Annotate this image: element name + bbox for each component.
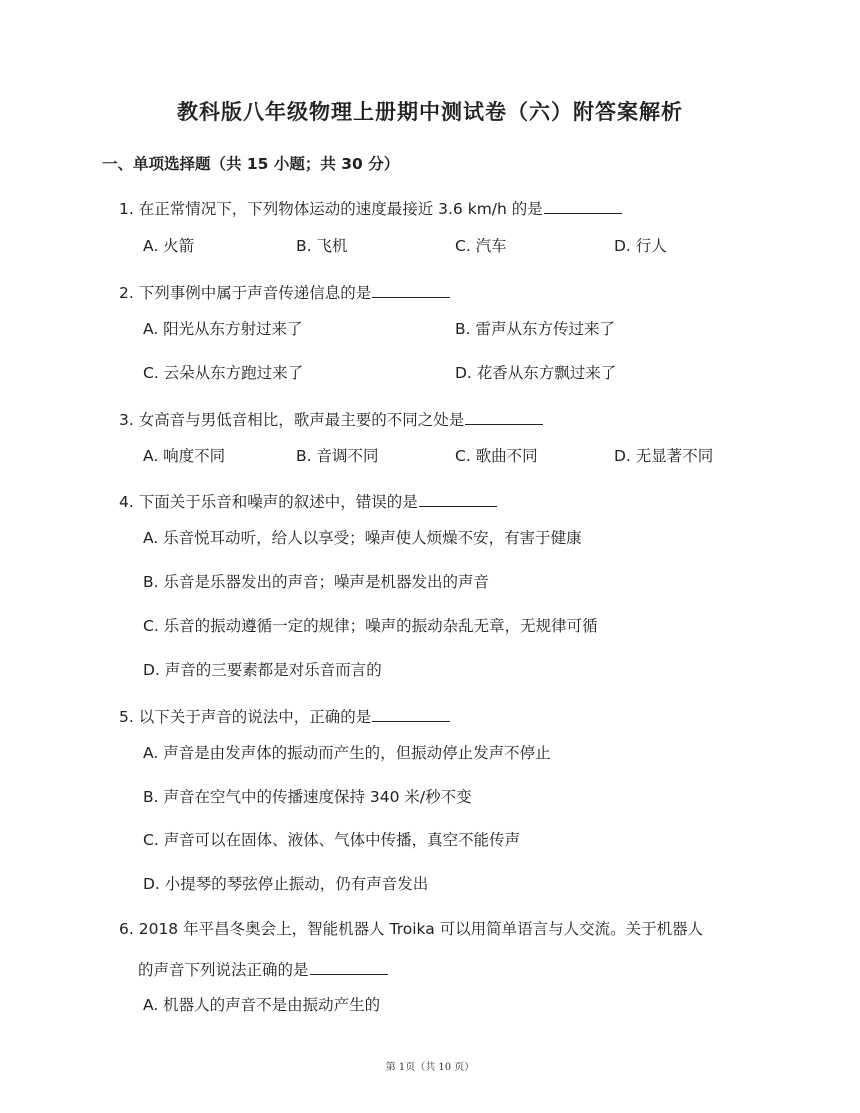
page-footer: 第 1页（共 10 页） (385, 1062, 475, 1073)
question-6-stem-line-1: 6. 2018 年平昌冬奥会上，智能机器人 Troika 可以用简单语言与人交流。关于机器人 (119, 920, 704, 938)
question-2-option-c: C. 云朵从东方跑过来了 (143, 364, 304, 382)
question-6-option-a: A. 机器人的声音不是由振动产生的 (143, 996, 381, 1014)
question-4-option-c: C. 乐音的振动遵循一定的规律；噪声的振动杂乱无章，无规律可循 (143, 617, 598, 635)
question-5-option-d: D. 小提琴的琴弦停止振动，仍有声音发出 (143, 875, 429, 893)
question-4-option-d: D. 声音的三要素都是对乐音而言的 (143, 661, 382, 679)
question-3-option-c: C. 歌曲不同 (455, 447, 538, 465)
question-2-option-a: A. 阳光从东方射过来了 (143, 320, 303, 338)
question-6-stem-line-2 (138, 958, 388, 981)
question-2-text: 2. 下列事例中属于声音传递信息的是 (119, 284, 372, 302)
question-3-option-b: B. 音调不同 (296, 447, 379, 465)
question-1-option-d: D. 行人 (614, 237, 667, 255)
question-4-text: 4. 下面关于乐音和噪声的叙述中，错误的是 (119, 493, 418, 511)
question-1-stem (119, 197, 622, 220)
answer-blank[interactable] (419, 490, 497, 507)
question-1-option-c: C. 汽车 (455, 237, 507, 255)
question-3-option-d: D. 无显著不同 (614, 447, 714, 465)
section-heading: 一、单项选择题（共 15 小题；共 30 分） (102, 155, 400, 173)
question-5-option-a: A. 声音是由发声体的振动而产生的，但振动停止发声不停止 (143, 744, 551, 762)
question-2-stem (119, 281, 450, 304)
question-5-stem (119, 705, 450, 728)
question-1-text: 1. 在正常情况下，下列物体运动的速度最接近 3.6 km/h 的是 (119, 200, 543, 218)
question-6-text: 的声音下列说法正确的是 (138, 961, 309, 979)
answer-blank[interactable] (465, 408, 543, 425)
answer-blank[interactable] (372, 281, 450, 298)
question-5-option-b: B. 声音在空气中的传播速度保持 340 米/秒不变 (143, 788, 472, 806)
question-3-text: 3. 女高音与男低音相比，歌声最主要的不同之处是 (119, 411, 465, 429)
question-5-text: 5. 以下关于声音的说法中，正确的是 (119, 708, 372, 726)
question-3-option-a: A. 响度不同 (143, 447, 226, 465)
question-4-stem (119, 490, 497, 513)
question-3-stem (119, 408, 543, 431)
answer-blank[interactable] (544, 197, 622, 214)
question-4-option-b: B. 乐音是乐器发出的声音；噪声是机器发出的声音 (143, 573, 489, 591)
question-1-option-b: B. 飞机 (296, 237, 348, 255)
answer-blank[interactable] (372, 705, 450, 722)
question-2-option-b: B. 雷声从东方传过来了 (455, 320, 615, 338)
page-title: 教科版八年级物理上册期中测试卷（六）附答案解析 (177, 100, 683, 124)
question-2-option-d: D. 花香从东方飘过来了 (455, 364, 617, 382)
question-4-option-a: A. 乐音悦耳动听，给人以享受；噪声使人烦燥不安，有害于健康 (143, 529, 582, 547)
question-5-option-c: C. 声音可以在固体、液体、气体中传播，真空不能传声 (143, 831, 521, 849)
answer-blank[interactable] (310, 958, 388, 975)
question-1-option-a: A. 火箭 (143, 237, 195, 255)
